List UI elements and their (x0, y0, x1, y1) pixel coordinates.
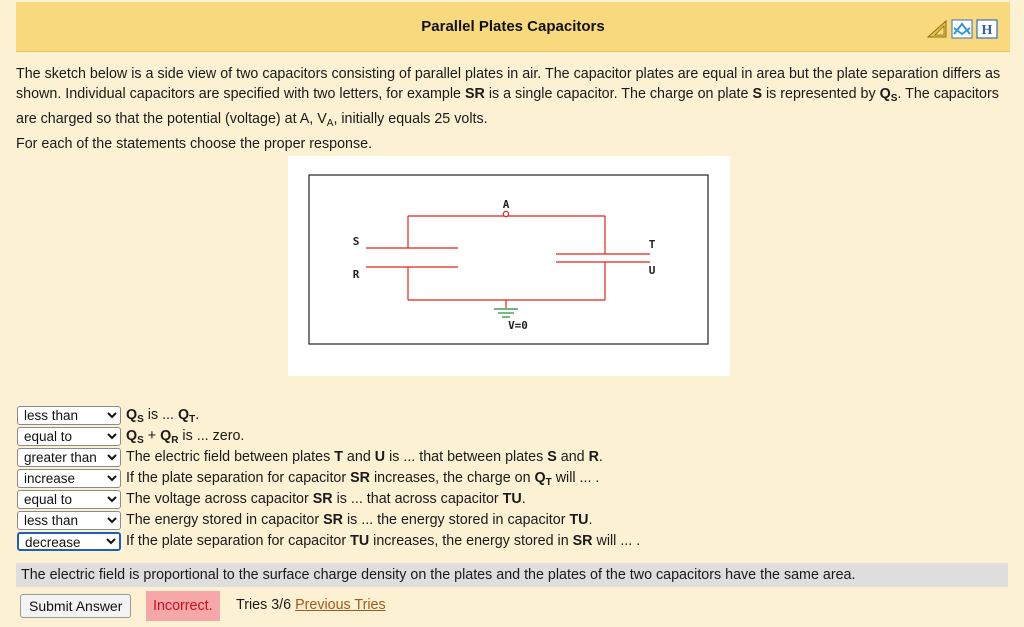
book-icon[interactable] (951, 19, 973, 39)
statement-row (17, 406, 1007, 427)
answer-select-2[interactable] (17, 427, 121, 446)
hint-h-icon[interactable] (976, 19, 998, 39)
statement-text-4: If the plate separation for capacitor SR increases, the charge on $Q_T$ will ... . (126, 470, 600, 488)
terminal-a (503, 211, 508, 216)
problem-intro (16, 64, 1006, 154)
answer-select-3[interactable] (17, 448, 121, 467)
label-r: R (352, 268, 360, 281)
statement-row (17, 490, 1007, 511)
capacitor-diagram (288, 156, 730, 376)
label-a: A (502, 198, 510, 211)
answer-select-4[interactable] (17, 469, 121, 488)
statement-row (17, 532, 1007, 553)
label-ground: V=0 (508, 319, 528, 332)
status-badge: Incorrect. (146, 591, 220, 621)
answer-select-6[interactable] (17, 511, 121, 530)
statement-row (17, 469, 1007, 490)
toolbar-icons (926, 19, 998, 39)
tries-info (236, 597, 386, 613)
label-u: U (648, 264, 656, 277)
statement-text-1: $Q_S$ is ... $Q_T$. (126, 407, 200, 425)
statement-row (17, 448, 1007, 469)
intro-paragraph: The sketch below is a side view of two capacitors consisting of parallel plates in air. The capacitor plates are equal in area but the plate separation differs as shown. Individual capacitors are specified with two letters, for example SR is a single capacitor. The charge on plate S is represented by $Q_S$. The capacitors are charged so that the potential (voltage) at A, $V_A$, initially equals 25 volts. (16, 66, 1001, 129)
statement-text-3: The electric field between plates T and U is ... that between plates S and R. (126, 449, 603, 465)
page-title: Parallel Plates Capacitors (421, 18, 605, 35)
statement-text-6: The energy stored in capacitor SR is ... the energy stored in capacitor TU. (126, 512, 593, 528)
statement-text-2: $Q_S + Q_R$ is ... zero. (126, 428, 245, 446)
answer-select-1[interactable] (17, 406, 121, 425)
tries-count: Tries 3/6 (236, 597, 292, 613)
triangle-ruler-icon[interactable] (926, 19, 948, 39)
statement-row (17, 427, 1007, 448)
answer-select-7[interactable] (17, 532, 121, 551)
title-bar (16, 2, 1010, 52)
answer-select-5[interactable] (17, 490, 121, 509)
statement-text-5: The voltage across capacitor SR is ... that across capacitor TU. (126, 491, 526, 507)
label-s: S (352, 235, 360, 248)
hint-message: The electric field is proportional to the surface charge density on the plates and the plates of the two capacitors have the same area. (16, 563, 1008, 587)
statement-list (17, 406, 1007, 553)
svg-text:H: H (981, 23, 993, 38)
label-t: T (648, 238, 656, 251)
statement-text-7: If the plate separation for capacitor TU increases, the energy stored in SR will ... . (126, 533, 641, 549)
statement-row (17, 511, 1007, 532)
previous-tries-link[interactable]: Previous Tries (295, 597, 386, 613)
intro-instruction: For each of the statements choose the proper response. (16, 136, 373, 152)
submit-answer-button[interactable]: Submit Answer (20, 594, 131, 618)
